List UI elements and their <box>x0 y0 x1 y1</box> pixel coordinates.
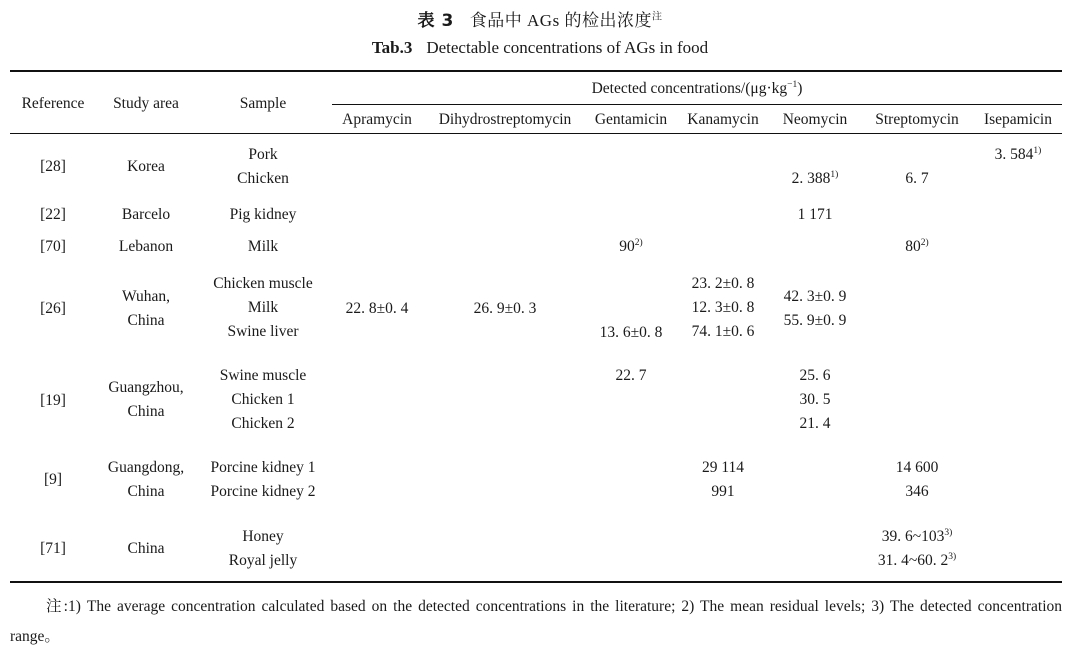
row-22-reference: [22] <box>40 206 66 223</box>
row-19-study-area <box>100 376 192 424</box>
row-26-kanamycin <box>680 272 766 344</box>
header-sample: Sample <box>239 95 287 112</box>
row-26-study-area <box>100 285 192 333</box>
row-9-study-area <box>100 456 192 504</box>
row-26-neomycin <box>772 285 858 333</box>
row-9-reference: [9] <box>43 471 63 488</box>
row-26-neomycin-2: 55. 9±0. 9 <box>783 312 847 329</box>
row-9-streptomycin-2: 346 <box>905 483 929 500</box>
sample-chicken: Chicken <box>237 170 289 187</box>
header-apramycin: Apramycin <box>342 111 412 128</box>
row-26-kanamycin-3: 74. 1±0. 6 <box>691 323 755 340</box>
table-title-chinese <box>0 6 1080 31</box>
row-9-kanamycin <box>680 456 766 504</box>
row-71-streptomycin-2 <box>850 549 984 573</box>
sample-pork: Pork <box>248 146 278 163</box>
row-9-area-line2: China <box>127 483 165 500</box>
row-22-neomycin: 1 171 <box>797 206 833 223</box>
footnote-text: 1) The average concentration calculated based on the detected concentrations in the literature; 2) The mean residual levels; 3) The detected concentration range。 <box>10 598 1062 645</box>
header-dihydrostreptomycin: Dihydrostreptomycin <box>438 111 572 128</box>
row-19-samples <box>200 364 326 436</box>
table-top-rule <box>10 70 1062 72</box>
row-71-streptomycin-2-note: 3) <box>948 551 957 562</box>
row-28-streptomycin: 6. 7 <box>905 170 929 187</box>
row-26-kanamycin-1: 23. 2±0. 8 <box>691 275 755 292</box>
header-streptomycin: Streptomycin <box>875 111 959 128</box>
table-number-cn: 表 3 <box>417 11 454 31</box>
row-70-gentamicin <box>588 235 674 259</box>
title-note-mark: 注 <box>651 11 663 23</box>
table-title-english <box>0 38 1080 58</box>
row-71-streptomycin-1-value: 39. 6~103 <box>881 528 945 545</box>
row-28-samples <box>200 143 326 191</box>
sample-royal-jelly: Royal jelly <box>228 552 298 569</box>
row-19-neomycin-3: 21. 4 <box>799 415 831 432</box>
row-19-neomycin <box>772 364 858 436</box>
row-26-dihydrostreptomycin: 26. 9±0. 3 <box>473 300 537 317</box>
row-70-study-area: Lebanon <box>118 238 174 255</box>
header-group-rule <box>332 104 1062 105</box>
sample-milk: Milk <box>247 299 279 316</box>
sample-porcine-kidney-1: Porcine kidney 1 <box>210 459 316 476</box>
row-28-isepamicin <box>976 143 1060 167</box>
sample-porcine-kidney-2: Porcine kidney 2 <box>210 483 316 500</box>
row-9-area-line1: Guangdong, <box>107 459 185 476</box>
header-group-close: ) <box>797 80 803 97</box>
row-70-streptomycin-note: 2) <box>920 237 929 248</box>
row-71-samples <box>200 525 326 573</box>
table-bottom-rule <box>10 581 1062 583</box>
row-28-neomycin-value: 2. 388 <box>791 170 831 187</box>
row-70-streptomycin <box>864 235 970 259</box>
table-number-en: Tab.3 <box>371 38 413 57</box>
sample-swine-muscle: Swine muscle <box>219 367 307 384</box>
row-22-sample: Pig kidney <box>229 206 297 223</box>
table-title-cn-text: 食品中 AGs 的检出浓度 <box>469 11 652 30</box>
row-9-kanamycin-2: 991 <box>711 483 735 500</box>
row-71-streptomycin-2-value: 31. 4~60. 2 <box>877 552 949 569</box>
row-28-neomycin <box>772 167 858 191</box>
row-26-area-line2: China <box>127 312 165 329</box>
footnote-mark: 注: <box>46 598 68 615</box>
row-28-study-area: Korea <box>127 158 165 175</box>
row-70-gentamicin-note: 2) <box>634 237 643 248</box>
row-19-area-line1: Guangzhou, <box>108 379 184 396</box>
row-26-gentamicin: 13. 6±0. 8 <box>599 324 663 341</box>
sample-swine-liver: Swine liver <box>227 323 299 340</box>
row-9-kanamycin-1: 29 114 <box>701 459 745 476</box>
header-reference: Reference <box>21 95 85 112</box>
row-28-neomycin-note: 1) <box>830 169 839 180</box>
row-9-streptomycin-1: 14 600 <box>895 459 939 476</box>
row-70-sample: Milk <box>247 238 279 255</box>
row-9-samples <box>200 456 326 504</box>
row-26-neomycin-1: 42. 3±0. 9 <box>783 288 847 305</box>
header-detected-concentrations <box>332 77 1062 101</box>
row-19-reference: [19] <box>40 392 66 409</box>
header-kanamycin: Kanamycin <box>687 111 759 128</box>
table-title-en-text: Detectable concentrations of AGs in food <box>426 38 709 57</box>
row-19-gentamicin: 22. 7 <box>615 367 647 384</box>
row-28-isepamicin-value: 3. 584 <box>994 146 1034 163</box>
sample-chicken-2: Chicken 2 <box>231 415 295 432</box>
header-isepamicin: Isepamicin <box>983 111 1052 128</box>
row-70-streptomycin-value: 80 <box>905 238 921 255</box>
row-22-study-area: Barcelo <box>121 206 171 223</box>
header-bottom-rule <box>10 133 1062 134</box>
row-70-reference: [70] <box>40 238 66 255</box>
row-26-kanamycin-2: 12. 3±0. 8 <box>691 299 755 316</box>
sample-honey: Honey <box>242 528 284 545</box>
row-71-streptomycin-1-note: 3) <box>944 527 953 538</box>
header-group-text: Detected concentrations/(μg·kg <box>591 80 788 97</box>
row-26-area-line1: Wuhan, <box>121 288 170 305</box>
sample-chicken-muscle: Chicken muscle <box>213 275 313 292</box>
row-26-samples <box>200 272 326 344</box>
row-71-reference: [71] <box>40 540 66 557</box>
row-26-reference: [26] <box>40 300 66 317</box>
header-neomycin: Neomycin <box>782 111 848 128</box>
row-19-area-line2: China <box>127 403 165 420</box>
row-70-gentamicin-value: 90 <box>619 238 635 255</box>
table-footnote <box>10 592 1062 652</box>
sample-chicken-1: Chicken 1 <box>231 391 295 408</box>
row-19-neomycin-1: 25. 6 <box>799 367 831 384</box>
row-28-reference: [28] <box>40 158 66 175</box>
header-study-area: Study area <box>113 95 179 112</box>
row-9-streptomycin <box>864 456 970 504</box>
row-19-neomycin-2: 30. 5 <box>799 391 831 408</box>
row-28-isepamicin-note: 1) <box>1033 145 1042 156</box>
row-71-streptomycin-1 <box>850 525 984 549</box>
header-group-exponent: −1 <box>787 79 798 90</box>
row-71-streptomycin <box>850 525 984 573</box>
row-26-apramycin: 22. 8±0. 4 <box>345 300 409 317</box>
header-gentamicin: Gentamicin <box>594 111 668 128</box>
row-71-study-area: China <box>127 540 165 557</box>
